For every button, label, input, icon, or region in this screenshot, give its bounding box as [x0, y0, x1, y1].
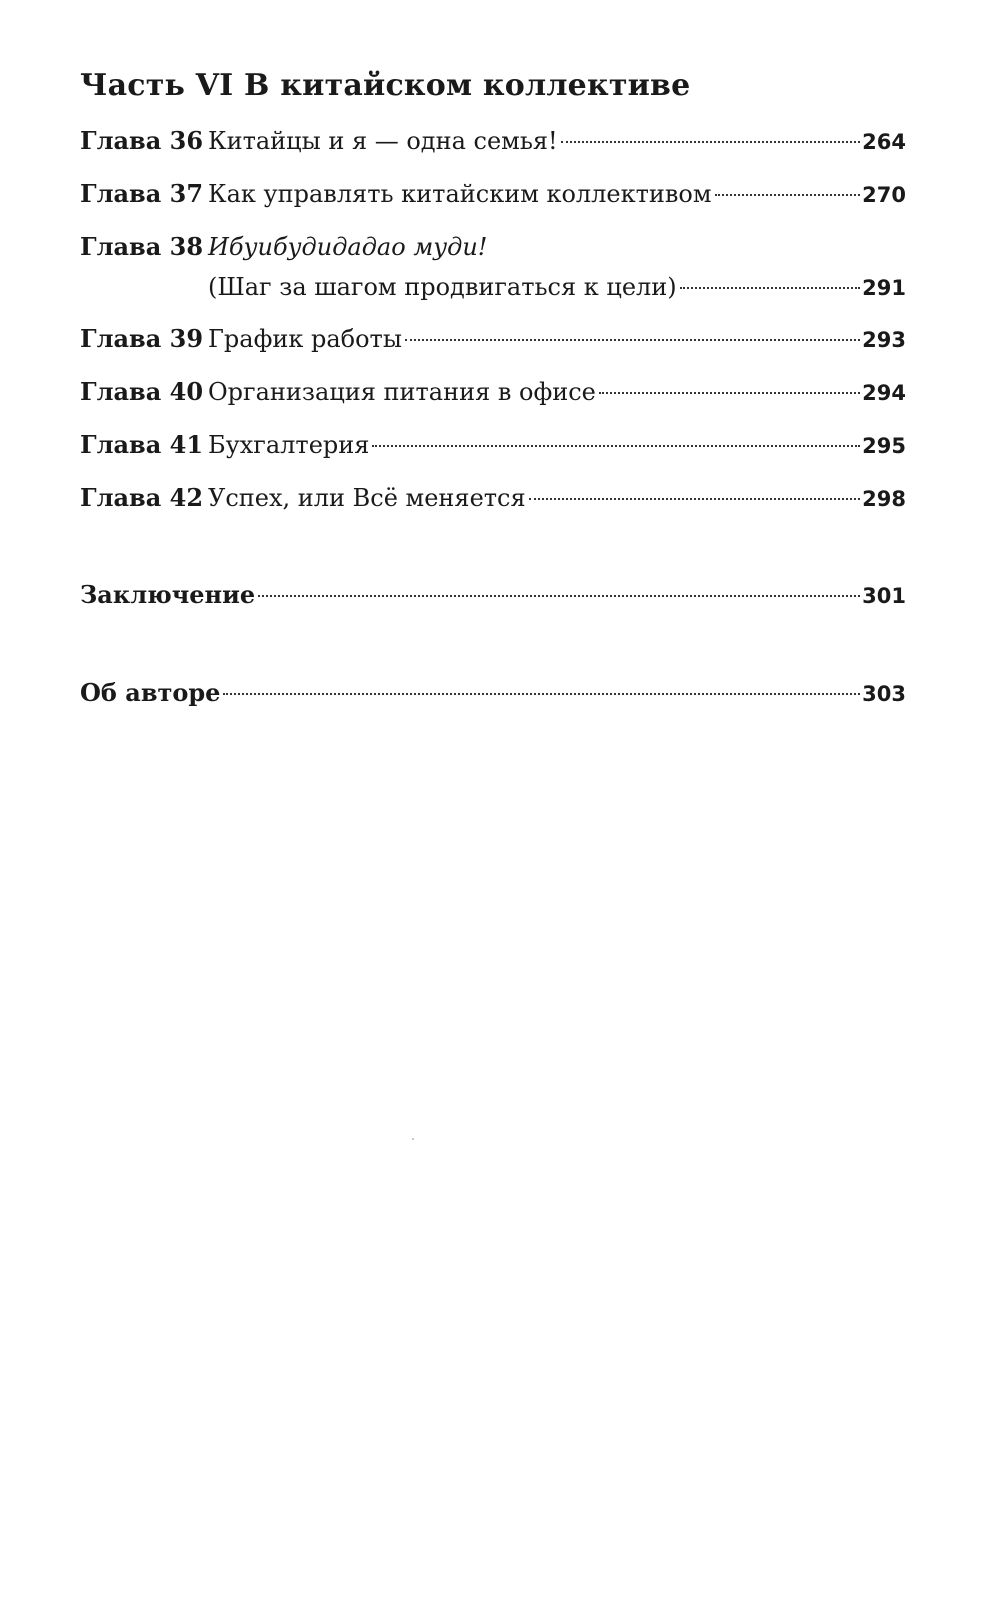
- dot-leader: [405, 339, 860, 341]
- dot-leader: [372, 445, 860, 447]
- page-number: 270: [862, 183, 906, 207]
- toc-entry-about-author[interactable]: [80, 676, 906, 711]
- dot-leader: [599, 392, 860, 394]
- page-number: 303: [862, 682, 906, 706]
- chapter-title: Бухгалтерия: [208, 431, 370, 459]
- chapter-title: Организация питания в офисе: [208, 378, 596, 406]
- chapter-title: Как управлять китайским коллективом: [208, 180, 712, 208]
- chapter-label: Глава 40: [80, 377, 204, 406]
- page-number: 294: [862, 381, 906, 405]
- about-author-title: Об авторе: [80, 678, 221, 707]
- chapter-title: Успех, или Всё меняется: [208, 484, 526, 512]
- toc-page: [80, 0, 906, 1608]
- page-number: 293: [862, 328, 906, 352]
- paper-speck: [412, 1138, 414, 1140]
- dot-leader: [561, 141, 860, 143]
- chapter-label: Глава 38: [80, 232, 204, 261]
- chapter-subtitle: (Шаг за шагом продвигаться к цели): [208, 273, 677, 301]
- part-title: Часть VI В китайском коллективе: [80, 68, 691, 103]
- conclusion-title: Заключение: [80, 580, 256, 609]
- page-number: 264: [862, 130, 906, 154]
- chapter-label: Глава 41: [80, 430, 204, 459]
- chapter-title: Китайцы и я — одна семья!: [208, 127, 558, 155]
- dot-leader: [258, 595, 860, 597]
- chapter-label: Глава 37: [80, 179, 204, 208]
- dot-leader: [680, 287, 861, 289]
- page-number: 295: [862, 434, 906, 458]
- dot-leader: [223, 693, 860, 695]
- dot-leader: [715, 194, 861, 196]
- dot-leader: [529, 498, 861, 500]
- chapter-label: Глава 42: [80, 483, 204, 512]
- page-number: 301: [862, 584, 906, 608]
- chapter-label: Глава 36: [80, 126, 204, 155]
- chapter-label: Глава 39: [80, 324, 204, 353]
- chapter-title-italic: Ибуибудидадао муди!: [208, 233, 488, 261]
- chapter-title: График работы: [208, 325, 402, 353]
- page-number: 291: [862, 276, 906, 300]
- page-number: 298: [862, 487, 906, 511]
- toc-entry-conclusion[interactable]: [80, 578, 906, 613]
